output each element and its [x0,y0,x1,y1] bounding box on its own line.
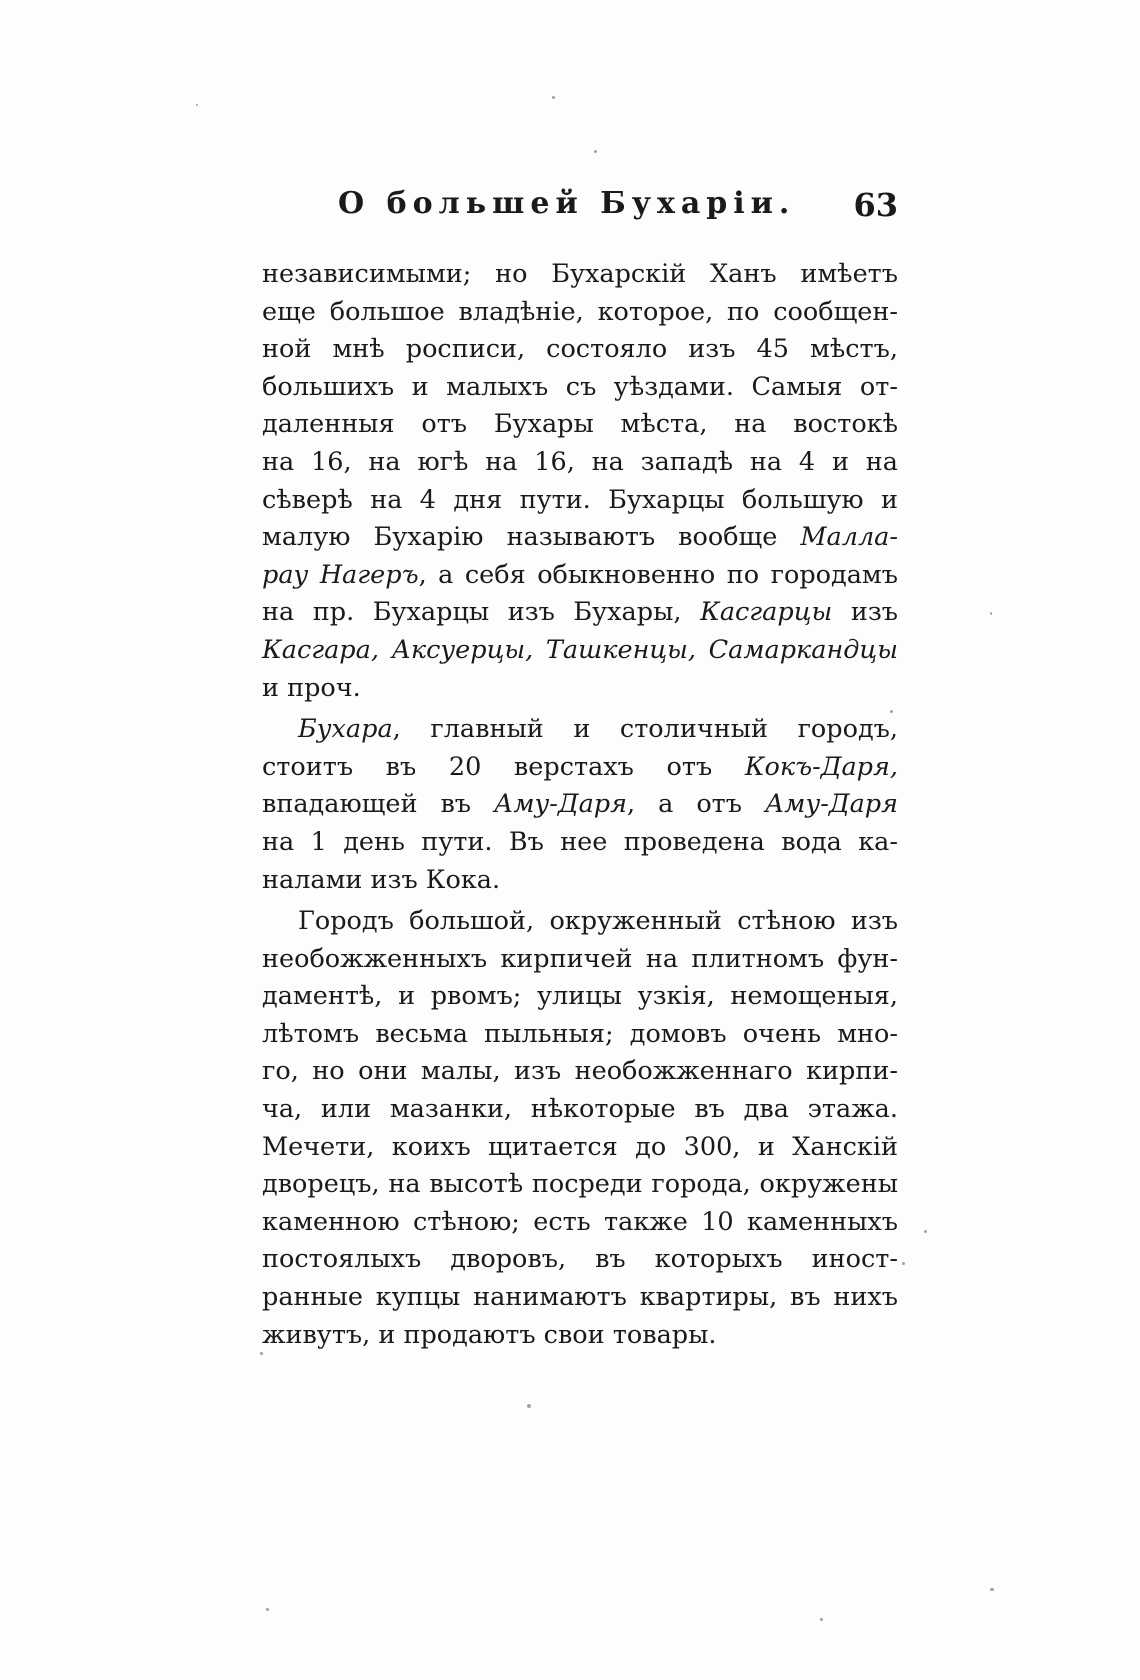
text-line [262,786,898,824]
text-line [262,862,898,900]
line-text: каменною стѣною; есть также 10 каменныхъ [262,1206,898,1237]
italic-text: Аму-Даря [494,789,628,820]
text-line [262,711,898,749]
text-line [262,482,898,520]
line-text: независимыми; но Бухарскій Ханъ имѣетъ [262,259,898,289]
line-text: большихъ и малыхъ съ уѣздами. Самыя от- [262,371,898,402]
line-text: ча, или мазанки, нѣкоторые въ два этажа. [262,1094,898,1125]
line-text: малую Бухарію называютъ вообще [262,522,801,553]
line-text: даментѣ, и рвомъ; улицы узкія, немощеныя, [262,981,898,1012]
line-text: , а себя обыкновенно по городамъ [418,559,898,590]
text-line [262,632,898,670]
text-line [262,331,898,369]
line-text: Мечети, коихъ щитается до 300, и Ханскій [262,1131,898,1162]
line-text: стоитъ въ 20 верстахъ отъ [262,751,745,782]
italic-text: Кокъ-Даря, [744,751,898,782]
line-text: Городъ большой, окруженный стѣною изъ [298,906,898,937]
text-line [262,1053,898,1091]
line-text: живутъ, и продаютъ свои товары. [262,1319,717,1350]
text-line [262,256,898,294]
line-text: , а отъ [627,789,765,820]
line-text: и проч. [262,672,361,703]
page-number: 63 [853,186,898,224]
line-text: сѣверѣ на 4 дня пути. Бухарцы большую и [262,484,898,515]
text-line [262,1279,898,1317]
text-line [262,749,898,787]
line-text: ной мнѣ росписи, состояло изъ 45 мѣстъ, [262,334,898,365]
line-text: на пр. Бухарцы изъ Бухары, [262,597,701,628]
line-text: дворецъ, на высотѣ посреди города, окружены [262,1169,898,1200]
paragraph [262,903,898,1354]
line-text: впадающей въ [262,789,495,820]
text-line [262,1016,898,1054]
text-line [262,294,898,332]
text-line [262,1129,898,1167]
line-text: ранные купцы нанимаютъ квартиры, въ нихъ [262,1282,898,1313]
line-text: го, но они малы, изъ необожженнаго кирпи- [262,1056,898,1087]
text-line [262,1241,898,1279]
running-title: О большей Бухаріи. [338,186,796,221]
text-line [262,670,898,708]
line-text: даленныя отъ Бухары мѣста, на востокѣ [262,409,898,440]
text-line [262,594,898,632]
text-line [262,519,898,557]
italic-text: Касгарцы [700,597,833,628]
line-text: , главный и столичный городъ, [392,714,898,745]
text-line [262,369,898,407]
text-line [262,1091,898,1129]
italic-text: Бухара [298,714,393,745]
line-text: на 16, на югѣ на 16, на западѣ на 4 и на [262,446,898,477]
text-line [262,824,898,862]
line-text: налами изъ Кока. [262,864,501,895]
paragraph [262,711,898,899]
text-line [262,941,898,979]
body-text [262,256,898,1354]
line-text: еще большое владѣніе, которое, по сообщен- [262,296,898,327]
line-text: постоялыхъ дворовъ, въ которыхъ иност- [262,1244,898,1275]
text-line [262,557,898,595]
italic-text: Касгара, Аксуерцы, Ташкенцы, Самаркандцы [262,634,898,665]
running-head [338,186,898,230]
line-text: изъ [832,597,898,628]
text-line [262,903,898,941]
text-line [262,1317,898,1355]
paragraph [262,256,898,707]
italic-text: рау Нагеръ [262,559,419,590]
text-line [262,444,898,482]
text-line [262,978,898,1016]
line-text: лѣтомъ весьма пыльныя; домовъ очень мно- [262,1018,898,1049]
italic-text: Малла- [800,522,898,553]
text-line [262,406,898,444]
text-line [262,1166,898,1204]
italic-text: Аму-Даря [764,789,898,820]
line-text: необожженныхъ кирпичей на плитномъ фун- [262,943,898,974]
text-line [262,1204,898,1242]
line-text: на 1 день пути. Въ нее проведена вода ка- [262,826,898,857]
